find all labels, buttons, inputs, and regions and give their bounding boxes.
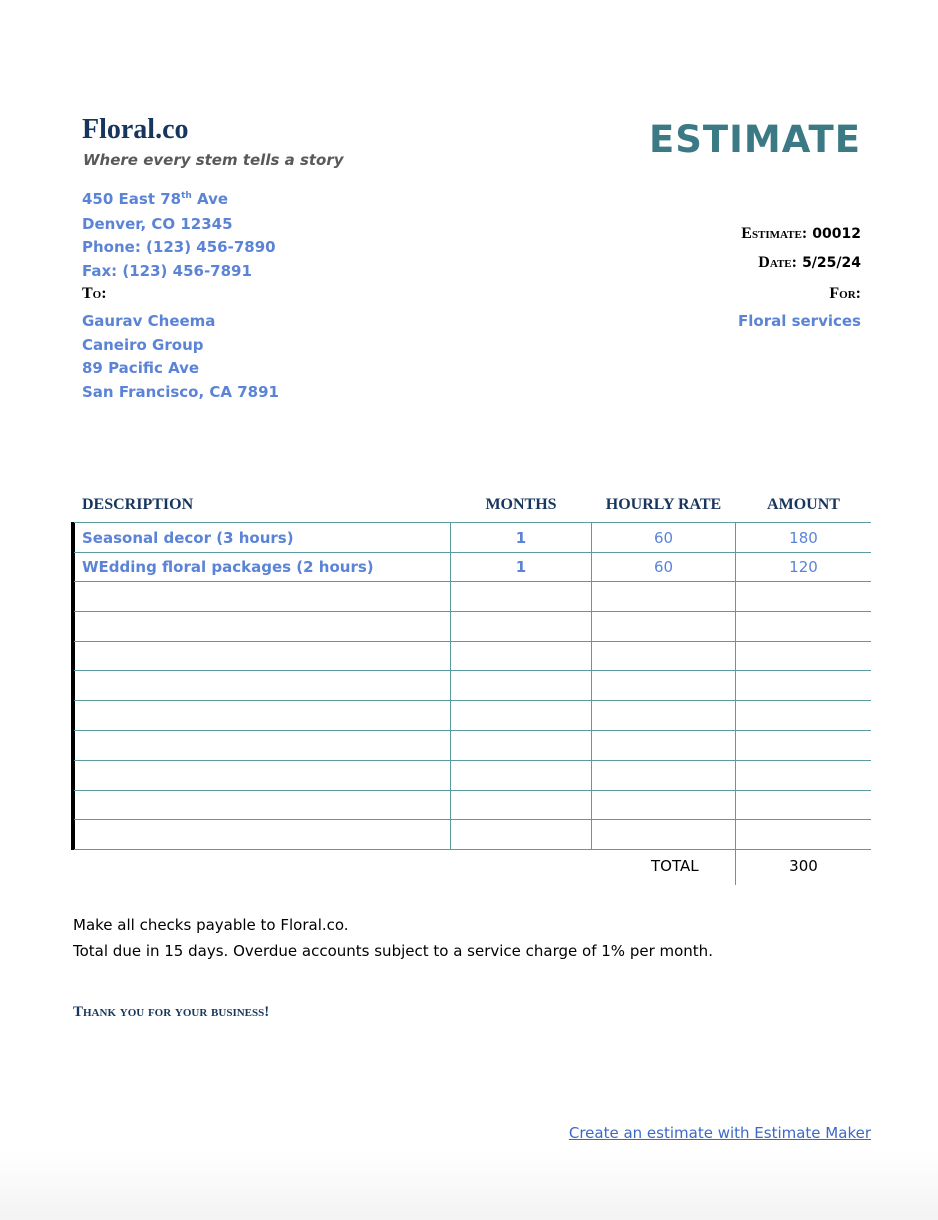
table-left-bar bbox=[71, 522, 75, 850]
for-value: Floral services bbox=[738, 312, 861, 330]
estimate-date-label: Date: bbox=[758, 254, 797, 271]
row-months: 1 bbox=[515, 529, 527, 547]
client-city: San Francisco, CA 7891 bbox=[82, 383, 279, 401]
estimate-date-row bbox=[758, 252, 861, 272]
company-address: 450 East 78th Ave bbox=[82, 190, 229, 208]
client-street: 89 Pacific Ave bbox=[82, 359, 200, 377]
table-column-divider bbox=[735, 522, 736, 885]
table-rule bbox=[74, 522, 871, 523]
header-description: DESCRIPTION bbox=[82, 496, 194, 513]
table-rule bbox=[74, 641, 871, 642]
thank-you-message: Thank you for your business! bbox=[73, 1004, 270, 1020]
row-hourly-rate: 60 bbox=[653, 558, 674, 576]
table-rule bbox=[74, 670, 871, 671]
table-rule bbox=[74, 849, 871, 850]
for-label: For: bbox=[829, 285, 861, 302]
estimate-number-label: Estimate: bbox=[741, 225, 808, 242]
table-rule bbox=[74, 552, 871, 553]
estimate-number-row bbox=[741, 223, 861, 243]
company-fax: Fax: (123) 456-7891 bbox=[82, 262, 252, 280]
terms-note: Total due in 15 days. Overdue accounts subject to a service charge of 1% per month. bbox=[73, 942, 713, 960]
row-amount: 120 bbox=[789, 558, 818, 576]
row-description: Seasonal decor (3 hours) bbox=[82, 529, 294, 547]
company-tagline: Where every stem tells a story bbox=[83, 151, 344, 169]
table-rule bbox=[74, 611, 871, 612]
company-city: Denver, CO 12345 bbox=[82, 215, 233, 233]
estimate-maker-link[interactable]: Create an estimate with Estimate Maker bbox=[568, 1124, 871, 1142]
header-months: MONTHS bbox=[485, 496, 557, 513]
company-name: Floral.co bbox=[82, 114, 189, 145]
client-name: Gaurav Cheema bbox=[82, 312, 216, 330]
row-description: WEdding floral packages (2 hours) bbox=[82, 558, 374, 576]
document-title: ESTIMATE bbox=[648, 118, 861, 161]
estimate-number: 00012 bbox=[812, 226, 861, 242]
total-label: TOTAL bbox=[651, 857, 699, 875]
client-company: Caneiro Group bbox=[82, 336, 204, 354]
total-value: 300 bbox=[789, 857, 818, 875]
estimate-date: 5/25/24 bbox=[802, 255, 861, 271]
table-rule bbox=[74, 819, 871, 820]
table-rule bbox=[74, 760, 871, 761]
header-amount: AMOUNT bbox=[767, 496, 840, 513]
header-hourly-rate: HOURLY RATE bbox=[605, 496, 722, 513]
row-hourly-rate: 60 bbox=[653, 529, 674, 547]
table-rule bbox=[74, 581, 871, 582]
payment-note: Make all checks payable to Floral.co. bbox=[73, 916, 349, 934]
row-months: 1 bbox=[515, 558, 527, 576]
table-rule bbox=[74, 700, 871, 701]
to-label: To: bbox=[82, 285, 107, 302]
table-rule bbox=[74, 730, 871, 731]
table-rule bbox=[74, 790, 871, 791]
row-amount: 180 bbox=[789, 529, 818, 547]
company-phone: Phone: (123) 456-7890 bbox=[82, 238, 276, 256]
